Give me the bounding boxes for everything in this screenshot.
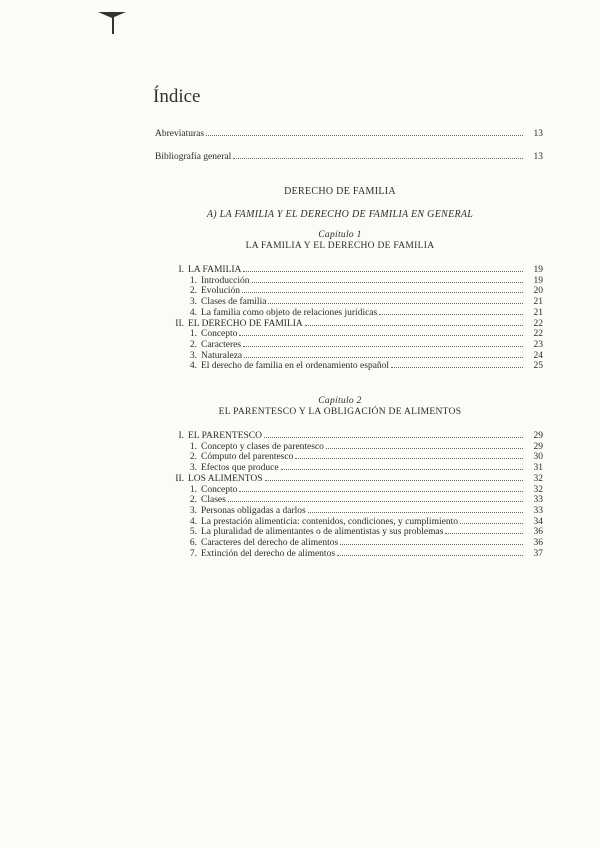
toc-entry-page: 22 [533,318,543,329]
toc-entry-label: Clases de familia [201,297,267,308]
toc-entry-number: 1. [189,275,197,286]
leader-dots [243,263,523,272]
toc-entry-label: Concepto y clases de parentesco [201,441,324,452]
leader-dots [295,450,523,459]
toc-entry-page: 36 [533,527,543,538]
toc-entry-label: Cómputo del parentesco [201,452,294,463]
toc-entry-label: La familia como objeto de relaciones jurídicas [201,307,378,318]
toc-entry-number: 2. [189,495,197,506]
toc-entry-number: 4. [189,516,197,527]
leader-dots [308,504,523,513]
leader-dots [239,327,523,336]
toc-entry-page: 22 [533,329,543,340]
leader-dots [460,515,523,524]
leader-dots [264,429,523,438]
toc-entry-label: Personas obligadas a darlos [201,505,306,516]
leader-dots [337,547,523,556]
chapter1-title: LA FAMILIA Y EL DERECHO DE FAMILIA [245,241,435,251]
scan-corner-mark [98,12,126,18]
toc-entry-page: 23 [533,339,543,350]
toc-entry-page: 24 [533,350,543,361]
toc-entry-number: 4. [189,307,197,318]
leader-dots [228,493,523,502]
toc-entry-label: EL PARENTESCO [188,431,262,441]
toc-entry-number: 6. [189,538,197,548]
chapter2-label: Capítulo 2 [318,396,362,406]
toc-entry-page: 19 [533,275,543,286]
toc-entry-page: 32 [533,484,543,495]
toc-entry-number: 2. [189,286,197,297]
toc-entry-page: 36 [533,538,543,548]
toc-entry-number: 7. [189,548,197,559]
toc-entry-label: Evolución [201,286,241,297]
leader-dots [281,461,523,470]
toc-entry-label: El derecho de familia en el ordenamiento español [201,361,390,372]
toc-entry-page: 13 [533,129,543,139]
toc-entry-label: Concepto [201,329,238,340]
toc-entry-number: I. [178,431,184,441]
toc-entry-number: 1. [189,441,197,452]
toc-entry-number: 2. [189,452,197,463]
toc-entry-label: LA FAMILIA [188,265,242,275]
toc-entry-number: 1. [189,484,197,495]
page-title: Índice [153,86,201,107]
toc-entry-label: La prestación alimenticia: contenidos, condiciones, y cumplimiento [201,516,458,527]
toc-entry-page: 25 [533,361,543,372]
leader-dots [305,317,523,326]
toc-entry-page: 33 [533,495,543,506]
leader-dots [206,127,523,136]
toc-entry[interactable] [185,547,543,560]
toc-entry-number: 3. [189,350,197,361]
toc-entry-page: 37 [533,548,543,559]
leader-dots [379,306,523,315]
toc-entry-label: Naturaleza [201,350,243,361]
toc-entry-label: Caracteres del derecho de alimentos [201,538,339,548]
toc-entry-page: 32 [533,473,543,484]
leader-dots [340,536,523,545]
toc-entry-page: 29 [533,431,543,441]
chapter2-title: EL PARENTESCO Y LA OBLIGACIÓN DE ALIMENTOS [218,407,462,417]
leader-dots [243,338,523,347]
leader-dots [242,284,523,293]
section-heading: A) LA FAMILIA Y EL DERECHO DE FAMILIA EN GENERAL [206,209,474,220]
toc-entry-abreviaturas[interactable] [155,127,543,140]
toc-entry-number: 5. [189,527,197,538]
toc-entry-label: Extinción del derecho de alimentos [201,548,336,559]
leader-dots [326,440,523,449]
toc-entry-label: La pluralidad de alimentantes o de alimentistas y sus problemas [201,527,444,538]
toc-entry-page: 33 [533,505,543,516]
toc-entry-page: 21 [533,297,543,308]
toc-entry-label: Clases [201,495,226,506]
toc-entry[interactable] [185,359,543,372]
toc-entry-page: 19 [533,265,543,275]
toc-entry-page: 31 [533,463,543,474]
toc-entry-bibliografia[interactable] [155,150,543,163]
toc-entry-number: 3. [189,505,197,516]
toc-entry-page: 20 [533,286,543,297]
leader-dots [244,349,523,358]
leader-dots [268,295,523,304]
toc-entry-number: 4. [189,361,197,372]
toc-entry-number: I. [178,265,184,275]
toc-entry-number: II. [175,473,184,484]
toc-entry-page: 29 [533,441,543,452]
part-heading: DERECHO DE FAMILIA [284,186,396,197]
toc-entry-page: 34 [533,516,543,527]
toc-entry-number: 2. [189,339,197,350]
toc-entry-label: EL DERECHO DE FAMILIA [188,318,303,329]
toc-entry-page: 13 [533,152,543,162]
toc-entry-page: 30 [533,452,543,463]
toc-entry-label: LOS ALIMENTOS [188,473,263,484]
toc-entry-number: 3. [189,297,197,308]
leader-dots [445,525,523,534]
toc-entry-number: 1. [189,329,197,340]
toc-entry-label: Introducción [201,275,250,286]
toc-entry-page: 21 [533,307,543,318]
leader-dots [265,472,523,481]
toc-entry-number: 3. [189,463,197,474]
chapter1-label: Capítulo 1 [318,230,362,240]
toc-entry-label: Efectos que produce [201,463,279,474]
toc-entry-label: Abreviaturas [155,129,205,139]
leader-dots [391,359,523,368]
toc-entry-number: II. [175,318,184,329]
toc-entry-label: Concepto [201,484,238,495]
leader-dots [252,274,523,283]
leader-dots [239,483,523,492]
toc-entry-label: Caracteres [201,339,242,350]
leader-dots [233,150,523,159]
toc-entry-label: Bibliografía general [155,152,232,162]
